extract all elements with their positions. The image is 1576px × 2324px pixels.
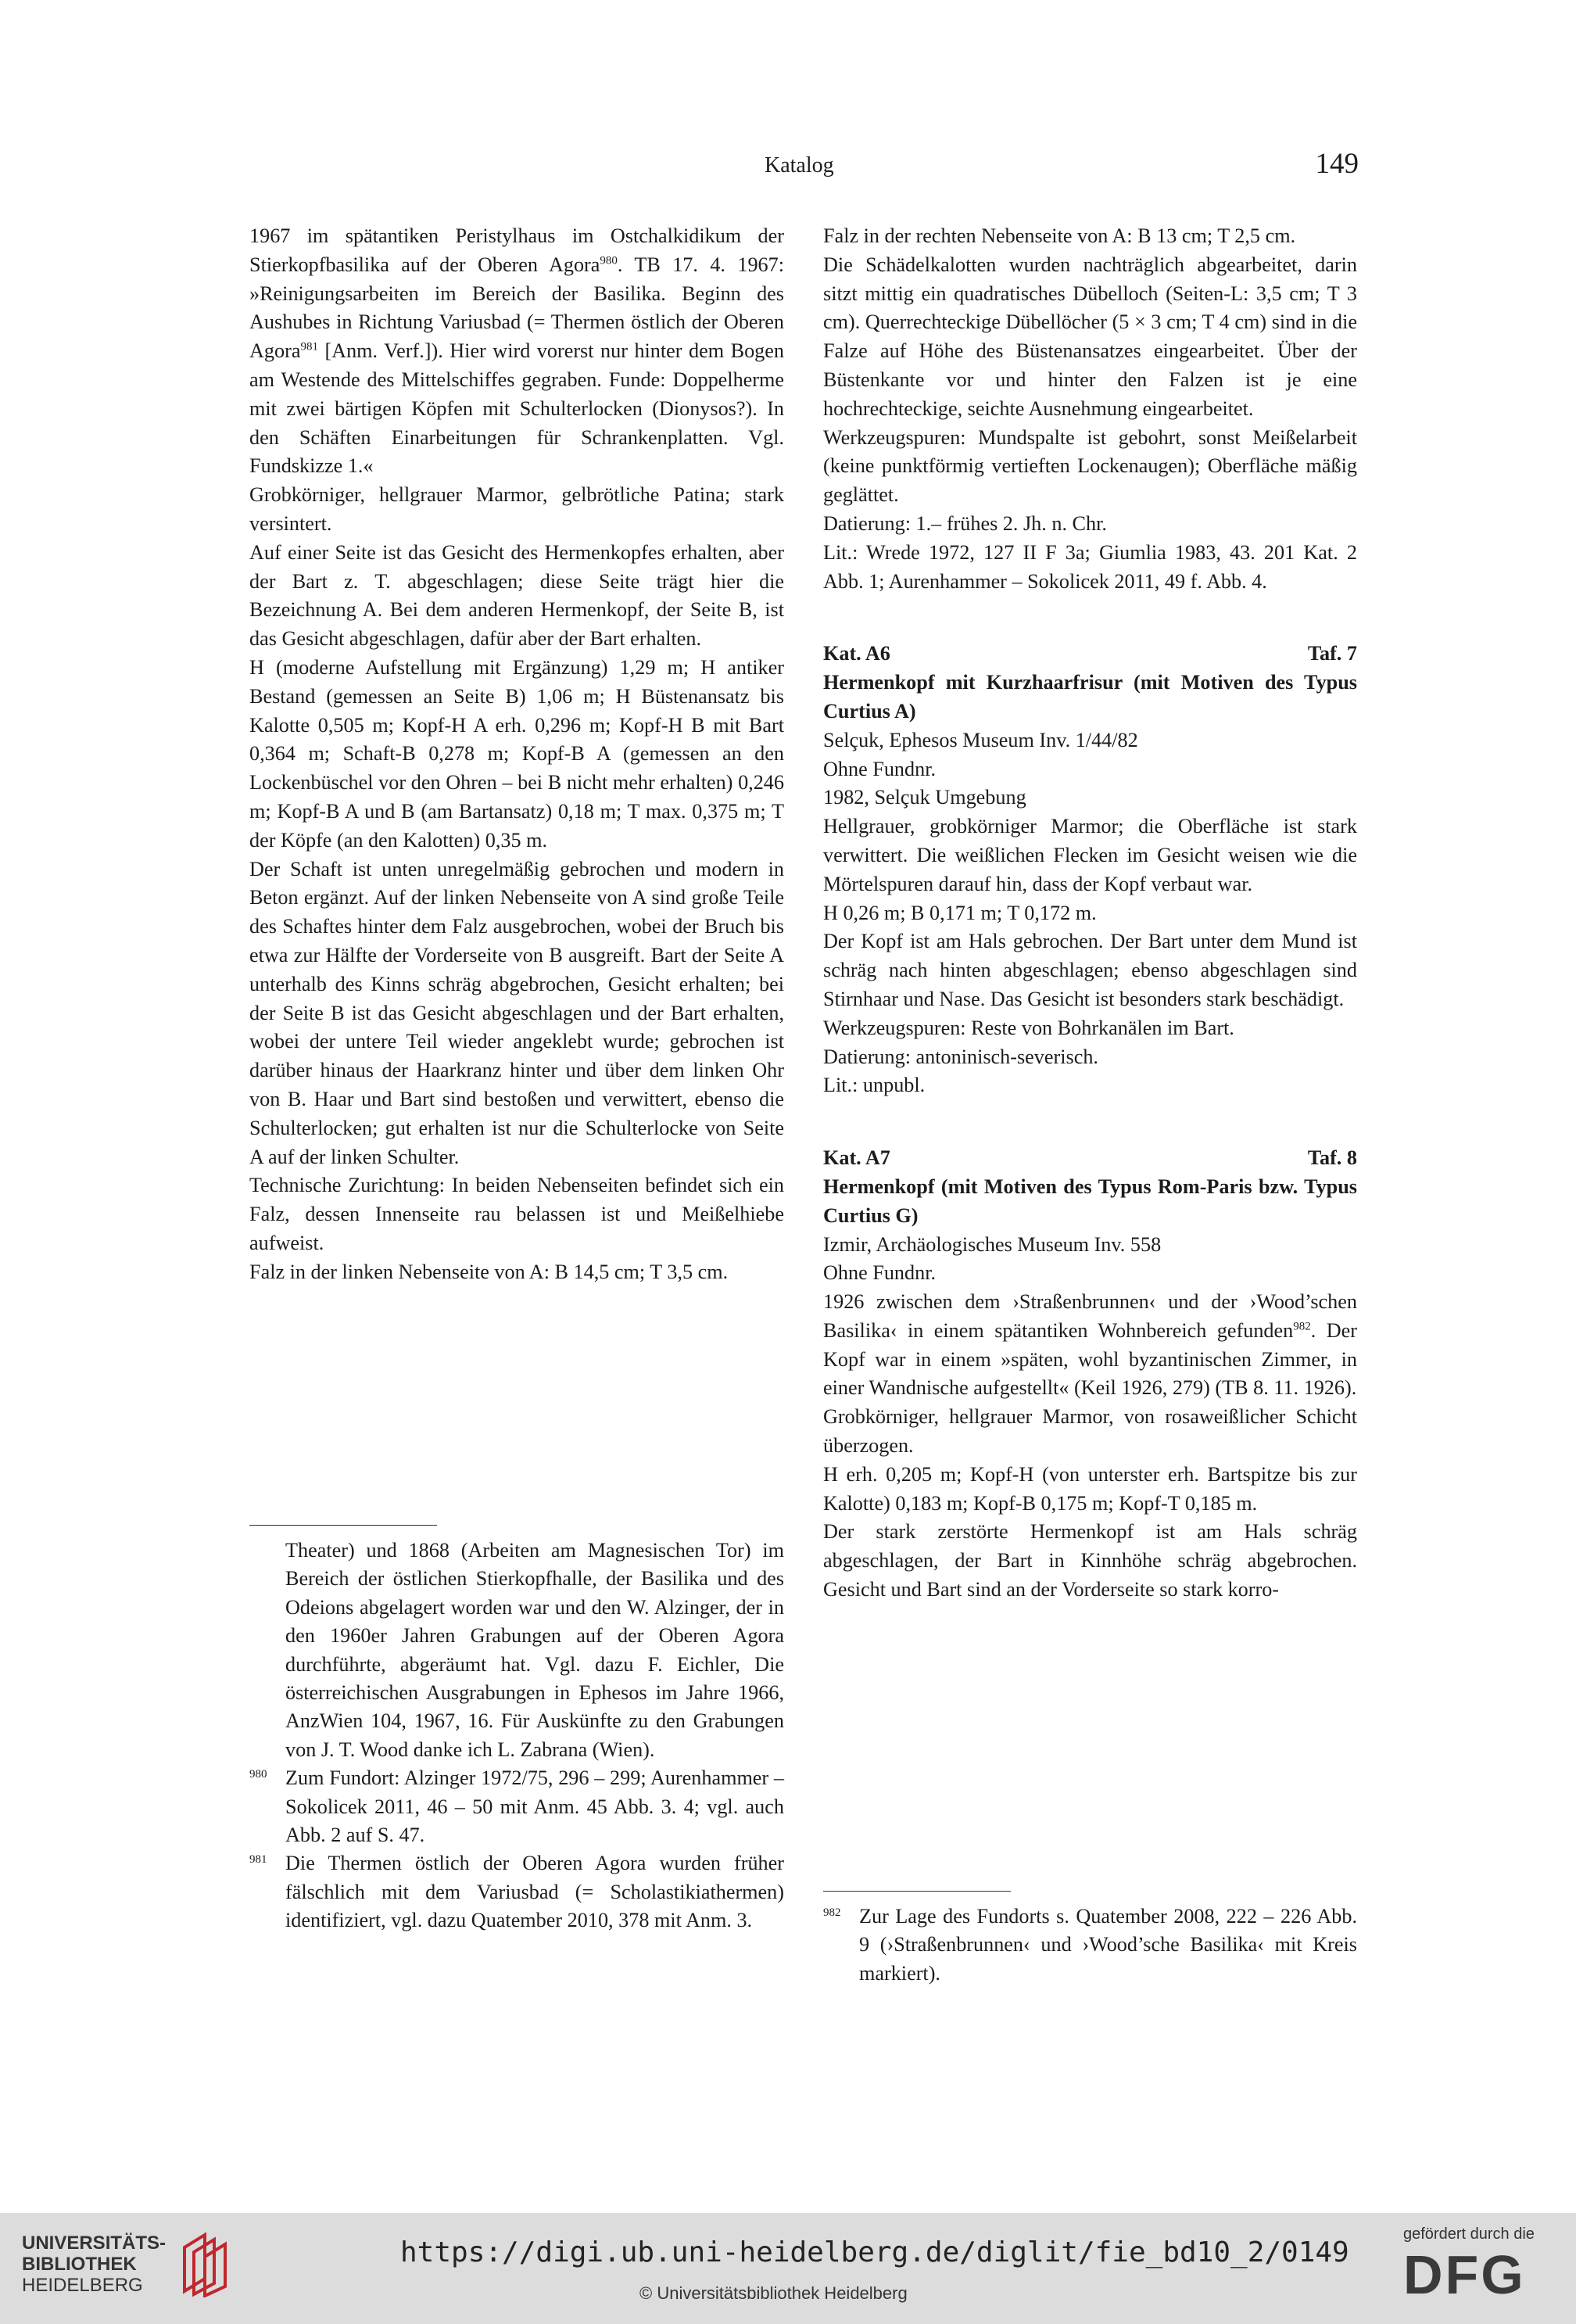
catalog-entry-a6 (823, 640, 1357, 1100)
catalog-number: Kat. A6 (823, 642, 890, 665)
entry-line: 1982, Selçuk Umgebung (823, 786, 1026, 809)
paragraph: Die Schädelkalotten wurden nachträglich abgearbeitet, darin sitzt mittig ein quadratisches Dübelloch (Seiten-L: 3,5 cm; T 3 cm). Querrechteckige Dübellöcher (5 × 3 cm; T 4 cm) sind in die Falze auf Höhe des Büstenansatzes eingearbeitet. Über der Büstenkante vor und hinter den Falzen ist je eine hochrechteckige, seichte Ausnehmung eingearbeitet. (823, 253, 1357, 420)
entry-line: Izmir, Archäologisches Museum Inv. 558 (823, 1232, 1162, 1256)
entry-line: Lit.: unpubl. (823, 1074, 926, 1097)
paragraph: Lit.: Wrede 1972, 127 II F 3a; Giumlia 1983, 43. 201 Kat. 2 Abb. 1; Aurenhammer – Sokolicek 2011, 49 f. Abb. 4. (823, 540, 1357, 593)
entry-line: Werkzeugspuren: Reste von Bohrkanälen im Bart. (823, 1016, 1234, 1039)
entry-header (823, 1144, 1357, 1173)
entry-header (823, 640, 1357, 669)
entry-line: Der stark zerstörte Hermenkopf ist am Hals schräg abgeschlagen, der Bart in Kinnhöhe schräg abgebrochen. Gesicht und Bart sind an der Vorderseite so stark korro- (823, 1520, 1357, 1601)
entry-line: Ohne Fundnr. (823, 1261, 937, 1285)
entry-line: Grobkörniger, hellgrauer Marmor, von rosaweißlicher Schicht überzogen. (823, 1405, 1357, 1458)
permalink-url[interactable]: https://digi.ub.uni-heidelberg.de/diglit/fie_bd10_2/0149 (400, 2236, 1349, 2268)
paragraph: 1967 im spätantiken Peristylhaus im Ostchalkidikum der Stierkopfbasilika auf der Oberen Agora$^{980}$. TB 17. 4. 1967: »Reinigungsarbeiten im Bereich der Basilika. Beginn des Aushubes in Richtung Variusbad (= Thermen östlich der Oberen Agora$^{981}$ [Anm. Verf.]). Hier wird vorerst nur hinter dem Bogen am Westende des Mittelschiffes gegraben. Funde: Doppelherme mit zwei bärtigen Köpfen mit Schulterlocken (Dionysos?). In den Schäften Einarbeitungen für Schrankenplatten. Vgl. Fundskizze 1.« (249, 224, 785, 478)
footnote-divider (823, 1891, 1011, 1892)
paragraph: Der Schaft ist unten unregelmäßig gebrochen und modern in Beton ergänzt. Auf der linken Nebenseite von A sind große Teile des Schaftes hinter dem Falz ausgebrochen, wobei der Bruch bis etwa zur Hälfte der Vorderseite von B ausgreift. Bart der Seite A unterhalb des Kinns schräg abgebrochen, Gesicht erhalten; bei der Seite B ist das Gesicht abgeschlagen und der Bart erhalten, wobei der untere Teil wieder angeklebt wurde; gebrochen ist darüber hinaus der Haarkranz hinter und über dem linken Ohr von B. Haar und Bart sind bestoßen und verwittert, ebenso die Schulterlocken; gut erhalten ist nur die Schulterlocke von Seite A auf der linken Schulter. (249, 857, 784, 1168)
footnote-text: Die Thermen östlich der Oberen Agora wurden früher fälschlich mit dem Variusbad (= Scholastikiathermen) identifiziert, vgl. dazu Quatember 2010, 378 mit Anm. 3. (285, 1852, 784, 1932)
left-column (249, 222, 784, 1286)
plate-reference[interactable]: Taf. 8 (1307, 1146, 1357, 1170)
paragraph: Technische Zurichtung: In beiden Nebenseiten befindet sich ein Falz, dessen Innenseite rau belassen ist und Meißelhiebe aufweist. (249, 1174, 784, 1254)
footnote-ref[interactable]: 982 (1293, 1320, 1311, 1333)
paragraph: Auf einer Seite ist das Gesicht des Hermenkopfes erhalten, aber der Bart z. T. abgeschlagen; diese Seite trägt hier die Bezeichnung A. Bei dem anderen Hermenkopf, der Seite B, ist das Gesicht abgeschlagen, dafür aber der Bart erhalten. (249, 540, 784, 651)
paragraph: Falz in der rechten Nebenseite von A: B 13 cm; T 2,5 cm. (823, 224, 1296, 247)
paragraph: Datierung: 1.– frühes 2. Jh. n. Chr. (823, 511, 1107, 535)
footnote-number: 982 (823, 1906, 841, 1919)
footnote-ref[interactable]: 980 (600, 254, 618, 267)
library-logo-icon (178, 2230, 233, 2297)
entry-line: Selçuk, Ephesos Museum Inv. 1/44/82 (823, 728, 1138, 751)
right-column (823, 222, 1357, 1605)
footnote-text: Zur Lage des Fundorts s. Quatember 2008, 222 – 226 Abb. 9 (›Straßenbrunnen‹ und ›Wood’sche Basilika‹ mit Kreis markiert). (859, 1905, 1357, 1985)
viewer-footer (0, 2213, 1576, 2324)
dfg-logo[interactable] (1403, 2225, 1535, 2304)
footnote-number: 981 (249, 1853, 267, 1867)
footnote-text: Zum Fundort: Alzinger 1972/75, 296 – 299; Aurenhammer – Sokolicek 2011, 46 – 50 mit Anm. 45 Abb. 3. 4; vgl. auch Abb. 2 auf S. 47. (285, 1766, 784, 1847)
footnote-982 (823, 1903, 1357, 1988)
entry-line: H erh. 0,205 m; Kopf-H (von unterster erh. Bartspitze bis zur Kalotte) 0,183 m; Kopf-B 0,175 m; Kopf-T 0,185 m. (823, 1462, 1357, 1515)
entry-line: Hellgrauer, grobkörniger Marmor; die Oberfläche ist stark verwittert. Die weißlichen Flecken im Gesicht weisen wie die Mörtelspuren darauf hin, dass der Kopf verbaut war. (823, 815, 1357, 895)
footnotes-right (823, 1891, 1357, 1988)
footnote-980 (249, 1764, 784, 1849)
paragraph: Werkzeugspuren: Mundspalte ist gebohrt, sonst Meißelarbeit (keine punktförmig vertieften Lockenaugen); Oberfläche mäßig geglättet. (823, 425, 1357, 507)
footnote-continuation: Theater) und 1868 (Arbeiten am Magnesischen Tor) im Bereich der östlichen Stierkopfhalle, der Basilika und des Odeions abgelagert worden war und den W. Alzinger, der in den 1960er Jahren Grabungen auf der Oberen Agora durchführte, abgeräumt hat. Vgl. dazu F. Eichler, Die österreichischen Ausgrabungen in Ephesos im Jahre 1966, AnzWien 104, 1967, 16. Für Auskünfte zu den Grabungen von J. T. Wood danke ich L. Zabrana (Wien). (285, 1539, 784, 1761)
copyright-notice: © Universitätsbibliothek Heidelberg (639, 2283, 908, 2303)
entry-title: Hermenkopf mit Kurzhaarfrisur (mit Motiven des Typus Curtius A) (823, 671, 1357, 723)
plate-reference[interactable]: Taf. 7 (1307, 642, 1357, 665)
entry-line: 1926 zwischen dem ›Straßenbrunnen‹ und der ›Wood’schen Basilika‹ in einem spätantiken Wohnbereich gefunden$^{982}$. Der Kopf war in einem »späten, wohl byzantinischen Zimmer, in einer Wandnische aufgestellt« (Keil 1926, 279) (TB 8. 11. 1926). (823, 1290, 1357, 1400)
entry-line: Der Kopf ist am Hals gebrochen. Der Bart unter dem Mund ist schräg nach hinten abgeschlagen; ebenso abgeschlagen sind Stirnhaar und Nase. Das Gesicht ist besonders stark beschädigt. (823, 930, 1357, 1010)
catalog-entry-a7 (823, 1144, 1357, 1605)
paragraph: H (moderne Aufstellung mit Ergänzung) 1,29 m; H antiker Bestand (gemessen an Seite B) 1,06 m; H Büstenansatz bis Kalotte 0,505 m; Kopf-H A erh. 0,296 m; Kopf-H B mit Bart 0,364 m; Schaft-B 0,278 m; Kopf-B A (gemessen an den Lockenbüschel vor den Ohren – bei B nicht mehr erhalten) 0,246 m; Kopf-B A und B (am Bartansatz) 0,18 m; T max. 0,375 m; T der Köpfe (an den Kalotten) 0,35 m. (249, 655, 784, 852)
page-number: 149 (1315, 148, 1359, 180)
footnotes-left (249, 1525, 784, 1935)
library-name: UNIVERSITÄTS- BIBLIOTHEK HEIDELBERG (22, 2232, 167, 2296)
entry-title: Hermenkopf (mit Motiven des Typus Rom-Paris bzw. Typus Curtius G) (823, 1175, 1357, 1227)
entry-line: Datierung: antoninisch-severisch. (823, 1045, 1098, 1068)
dfg-caption: gefördert durch die (1403, 2225, 1535, 2243)
footnote-ref[interactable]: 981 (300, 340, 318, 353)
paragraph: Falz in der linken Nebenseite von A: B 14,5 cm; T 3,5 cm. (249, 1260, 729, 1283)
footnote-divider (249, 1525, 437, 1526)
entry-line: H 0,26 m; B 0,171 m; T 0,172 m. (823, 901, 1097, 924)
library-logo[interactable] (22, 2230, 233, 2297)
footnote-981 (249, 1849, 784, 1935)
dfg-logo-icon: DFG (1403, 2244, 1526, 2305)
entry-line: Ohne Fundnr. (823, 757, 937, 780)
running-header: Katalog (765, 153, 834, 178)
catalog-number: Kat. A7 (823, 1146, 890, 1170)
paragraph: Grobkörniger, hellgrauer Marmor, gelbrötliche Patina; stark versintert. (249, 483, 784, 535)
footnote-number: 980 (249, 1768, 267, 1781)
